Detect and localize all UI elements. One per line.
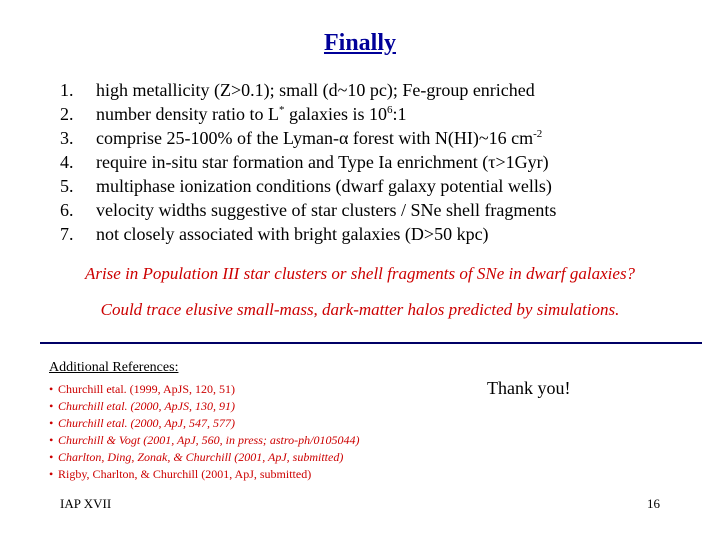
findings-item-4	[60, 150, 700, 174]
bullet-icon: •	[49, 416, 54, 430]
bullet-icon: •	[49, 450, 54, 464]
item-text: forest with N(HI)~16 cm	[348, 128, 534, 148]
superscript-exponent: 6	[386, 104, 393, 116]
superscript-star: *	[278, 104, 285, 116]
item-text: >1Gyr)	[495, 152, 549, 172]
findings-item-2	[60, 102, 700, 126]
item-text: high metallicity (Z>0.1); small (d~10 pc); Fe-group enriched	[96, 80, 535, 100]
bullet-icon: •	[49, 382, 54, 396]
reference-item	[49, 381, 359, 398]
findings-item-5	[60, 174, 700, 198]
item-text: multiphase ionization conditions (dwarf galaxy potential wells)	[96, 176, 552, 196]
item-number: 3.	[60, 128, 74, 148]
conclusion-statement: Could trace elusive small-mass, dark-matter halos predicted by simulations.	[100, 300, 620, 319]
references-heading: Additional References:	[49, 360, 179, 375]
findings-item-6	[60, 198, 700, 222]
bullet-icon: •	[49, 433, 54, 447]
item-text: galaxies is 10	[284, 104, 387, 124]
thank-you-text: Thank you!	[487, 378, 571, 398]
item-number: 1.	[60, 80, 74, 100]
bullet-icon: •	[49, 467, 54, 481]
findings-item-7	[60, 222, 700, 246]
item-number: 7.	[60, 224, 74, 244]
reference-item	[49, 449, 359, 466]
reference-item	[49, 432, 359, 449]
findings-item-3	[60, 126, 700, 150]
tau-symbol: τ	[488, 152, 496, 172]
reference-text: Charlton, Ding, Zonak, & Churchill (2001, ApJ, submitted)	[58, 450, 344, 464]
divider-line	[40, 342, 702, 344]
bullet-icon: •	[49, 399, 54, 413]
reference-text: Rigby, Charlton, & Churchill (2001, ApJ, submitted)	[58, 467, 312, 481]
reference-text: Churchill etal. (2000, ApJS, 130, 91)	[58, 399, 235, 413]
item-number: 2.	[60, 104, 74, 124]
item-text: require in-situ star formation and Type Ia enrichment (	[96, 152, 489, 172]
item-text: comprise 25-100% of the Lyman-	[96, 128, 339, 148]
reference-item	[49, 398, 359, 415]
references-list	[49, 381, 359, 483]
page-number: 16	[647, 496, 660, 511]
item-text: velocity widths suggestive of star clusters / SNe shell fragments	[96, 200, 557, 220]
item-number: 5.	[60, 176, 74, 196]
reference-item	[49, 415, 359, 432]
reference-text: Churchill etal. (2000, ApJ, 547, 577)	[58, 416, 235, 430]
reference-text: Churchill & Vogt (2001, ApJ, 560, in press; astro-ph/0105044)	[58, 433, 360, 447]
findings-item-1	[60, 78, 700, 102]
item-text: not closely associated with bright galaxies (D>50 kpc)	[96, 224, 489, 244]
item-number: 6.	[60, 200, 74, 220]
footer-label: IAP XVII	[60, 496, 112, 511]
reference-item	[49, 466, 359, 483]
alpha-symbol: α	[338, 128, 349, 148]
findings-list	[60, 78, 700, 246]
superscript-exponent: -2	[533, 128, 543, 140]
item-text: number density ratio to L	[96, 104, 279, 124]
conclusion-question: Arise in Population III star clusters or shell fragments of SNe in dwarf galaxies?	[84, 264, 636, 283]
reference-text: Churchill etal. (1999, ApJS, 120, 51)	[58, 382, 235, 396]
slide-title: Finally	[323, 30, 396, 56]
item-number: 4.	[60, 152, 74, 172]
item-text: :1	[392, 104, 407, 124]
